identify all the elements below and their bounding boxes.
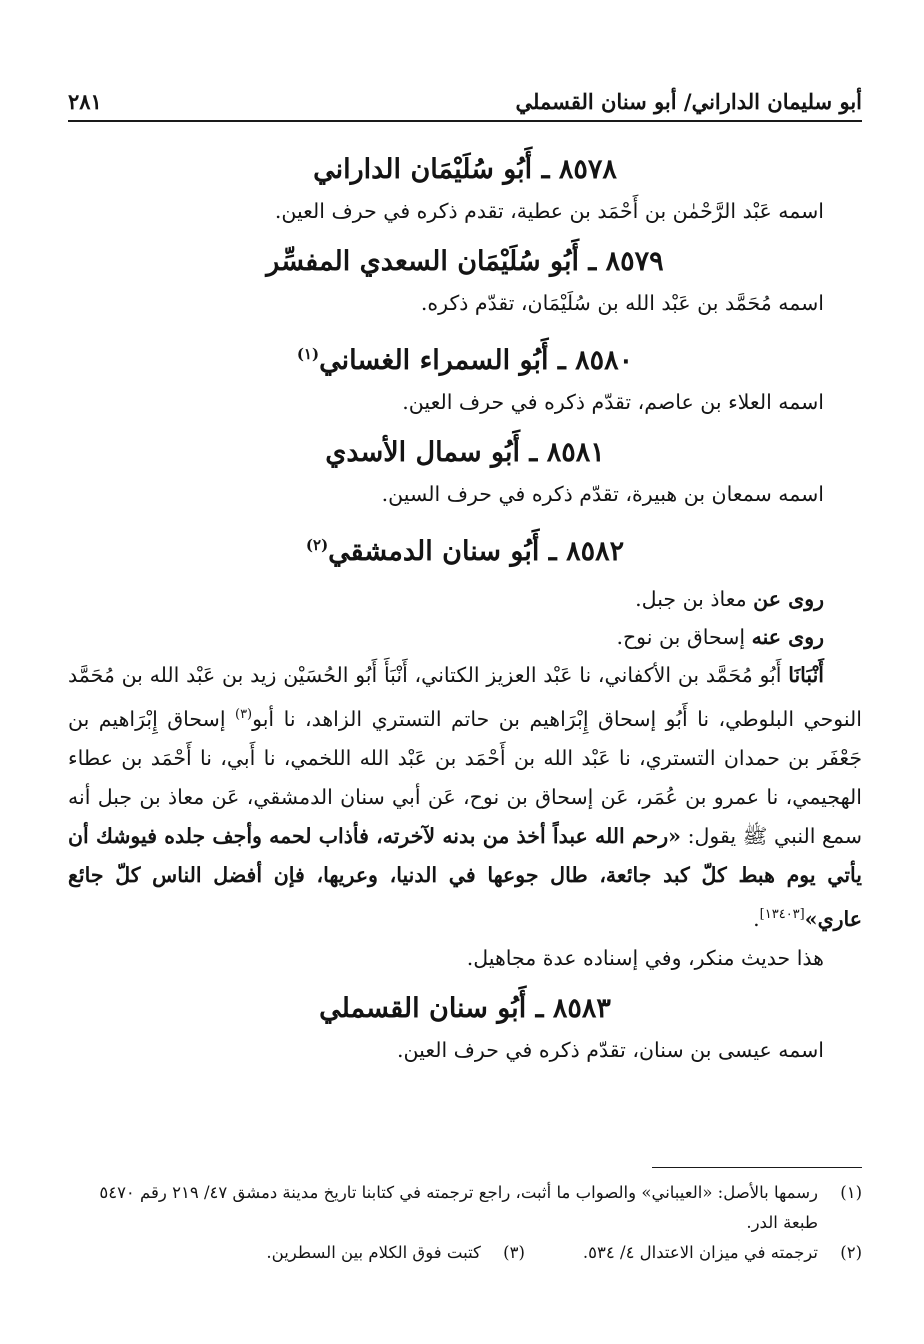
entry-title: ٨٥٨١ ـ أَبُو سمال الأسدي <box>325 437 605 468</box>
footnote-number: (٣) <box>503 1243 525 1262</box>
page-number: ٢٨١ <box>68 89 102 114</box>
footnotes <box>68 1178 862 1268</box>
entry-text: اسمه سمعان بن هبيرة، تقدّم ذكره في حرف السين. <box>381 482 824 506</box>
entry-title: ٨٥٧٩ ـ أَبُو سُلَيْمَان السعدي المفسِّر <box>266 246 664 277</box>
running-header <box>68 78 862 122</box>
entry-title <box>68 523 862 574</box>
footnote-2 <box>583 1238 862 1268</box>
footnote-1 <box>68 1178 862 1208</box>
isnad-label: أَنْبَانَا <box>788 663 824 687</box>
entry-title-text: ٨٥٨٢ ـ أَبُو سنان الدمشقي <box>328 536 625 567</box>
footnote-3 <box>266 1238 525 1268</box>
rawa-anhu-line <box>68 618 862 656</box>
footnote-number: (١) <box>840 1183 862 1202</box>
footnote-divider <box>652 1167 862 1168</box>
footnote-number: (٢) <box>840 1243 862 1262</box>
footnotes-2-3 <box>68 1238 862 1268</box>
hadith-reference: [١٣٤٠٣] <box>759 906 805 922</box>
entry-title-text: ٨٥٨٠ ـ أَبُو السمراء الغساني <box>319 345 634 376</box>
isnad-text: أَبُو مُحَمَّد بن الأكفاني، نا عَبْد العزيز الكتاني، أَنْبَأَ أَبُو الحُسَيْن زيد بن عَبْد الله بن مُحَمَّد النوحي البلوطي، نا أَبُو إسحاق إِبْرَاهيم بن حاتم التستري الزاهد، نا أبو <box>68 663 862 731</box>
running-title: أبو سليمان الداراني/ أبو سنان القسملي <box>515 89 862 114</box>
isnad-text: إسحاق إِبْرَاهيم بن جَعْفَر بن حمدان التستري، نا عَبْد الله بن أَحْمَد بن عَبْد الله اللخمي، نا أَبي، نا أَحْمَد بن عطاء الهجيمي، نا عمرو بن عُمَر، عَن إسحاق بن نوح، عَن أبي سنان الدمشقي، عَن معاذ بن جبل أنه سمع النبي ﷺ يقول: <box>68 706 862 848</box>
entry-text: اسمه العلاء بن عاصم، تقدّم ذكره في حرف العين. <box>402 390 824 414</box>
footnote-text: ترجمته في ميزان الاعتدال ٤/ ٥٣٤. <box>582 1243 818 1262</box>
footnote-text: طبعة الدر. <box>746 1213 818 1232</box>
entry-title: ٨٥٨٣ ـ أَبُو سنان القسملي <box>319 992 611 1024</box>
entry-text: اسمه عيسى بن سنان، تقدّم ذكره في حرف العين. <box>397 1037 824 1062</box>
footnote-marker: (٢) <box>305 536 329 554</box>
entry-text: اسمه عَبْد الرَّحْمٰن بن أَحْمَد بن عطية، تقدم ذكره في حرف العين. <box>274 199 824 223</box>
entry-title <box>68 332 862 383</box>
footnote-marker: (١) <box>296 345 320 363</box>
rawa-anhu-text: إسحاق بن نوح. <box>616 625 752 649</box>
main-text <box>68 148 862 1069</box>
entry-text: اسمه مُحَمَّد بن عَبْد الله بن سُلَيْمَان، تقدّم ذكره. <box>420 291 824 315</box>
footnote-marker: (٣) <box>234 707 253 722</box>
hadith-text: «رحم الله عبداً أخذ من بدنه لآخرته، فأذاب لحمه وأجف جلده فيوشك أن يأتي يوم هبط كلّ كبد جائعة، طال جوعها في الدنيا، وعريها، فإن أفضل الناس كلّ جائع عاري» <box>68 823 862 931</box>
rawa-anhu-label: روى عنه <box>751 625 824 649</box>
isnad-paragraph: أَنْبَانَا أَبُو مُحَمَّد بن الأكفاني، نا عَبْد العزيز الكتاني، أَنْبَأَ أَبُو الحُسَيْن زيد بن عَبْد الله بن مُحَمَّد النوحي البلوطي، نا أَبُو إسحاق إِبْرَاهيم بن حاتم التستري الزاهد، نا أبو$^{(٣)}$ إسحاق إِبْرَاهيم بن جَعْفَر بن حمدان التستري، نا عَبْد الله بن أَحْمَد بن عَبْد الله اللخمي، نا أَبي، نا أَحْمَد بن عطاء الهجيمي، نا عمرو بن عُمَر، عَن إسحاق بن نوح، عَن أبي سنان الدمشقي، عَن معاذ بن جبل أنه سمع النبي ﷺ يقول: «رحم الله عبداً أخذ من بدنه لآخرته، فأذاب لحمه وأجف جلده فيوشك أن يأتي يوم هبط كلّ كبد جائعة، طال جوعها في الدنيا، وعريها، فإن أفضل الناس كلّ جائع عاري»[١٣٤٠٣]. <box>68 663 862 931</box>
rawa-an-line <box>68 580 862 618</box>
hadith-comment: هذا حديث منكر، وفي إسناده عدة مجاهيل. <box>466 945 824 970</box>
footnote-text: رسمها بالأصل: «العيباني» والصواب ما أثبت، راجع ترجمته في كتابنا تاريخ مدينة دمشق ٤٧/ ٢١٩ رقم ٥٤٧٠ <box>99 1183 818 1202</box>
footnote-text: كتبت فوق الكلام بين السطرين. <box>266 1243 481 1262</box>
entry-title: ٨٥٧٨ ـ أَبُو سُلَيْمَان الداراني <box>313 154 617 185</box>
rawa-an-label: روى عن <box>753 587 824 611</box>
rawa-an-text: معاذ بن جبل. <box>635 587 754 611</box>
